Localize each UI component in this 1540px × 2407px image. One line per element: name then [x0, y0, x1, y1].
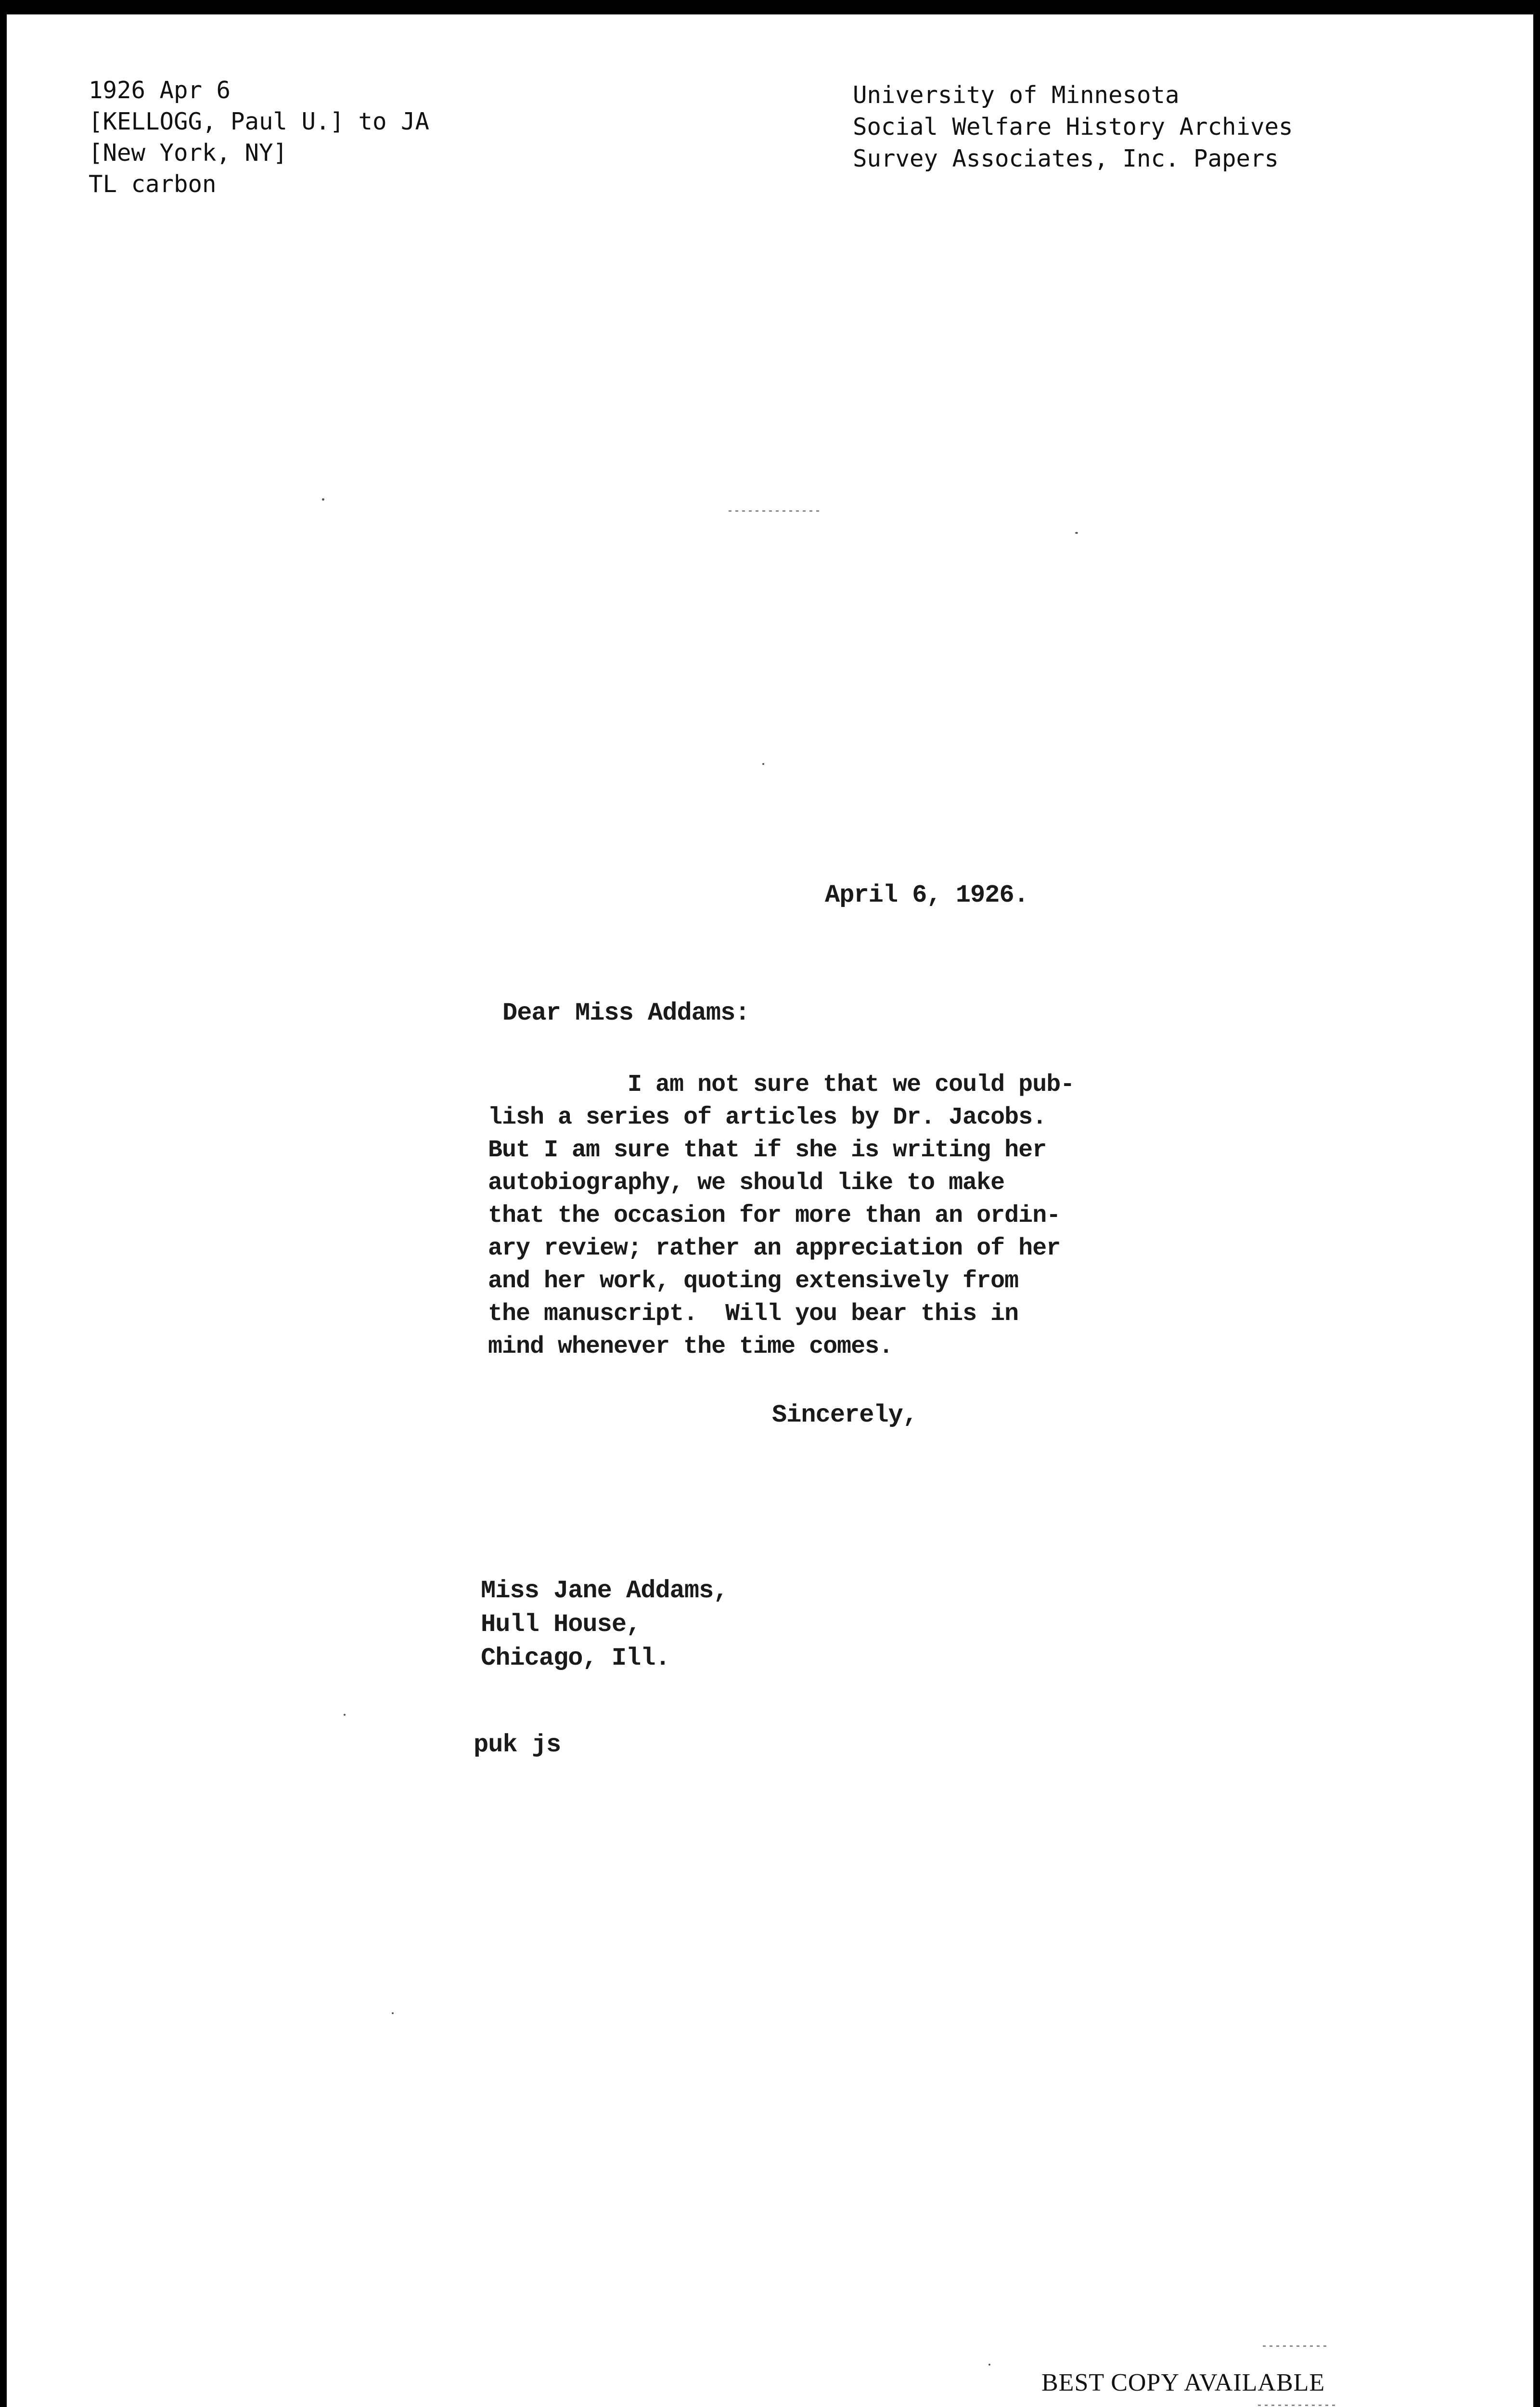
archive-papers: Survey Associates, Inc. Papers — [853, 145, 1279, 172]
scan-speck — [1075, 532, 1078, 534]
recipient-city: Chicago, Ill. — [481, 1644, 670, 1672]
body-line: and her work, quoting extensively from — [488, 1268, 1019, 1295]
catalog-correspondents: [KELLOGG, Paul U.] to JA — [89, 108, 430, 135]
catalog-header — [89, 75, 429, 200]
body-line: I am not sure that we could pub- — [488, 1071, 1075, 1099]
archive-header — [853, 79, 1293, 175]
scan-mark — [729, 510, 820, 512]
body-line: autobiography, we should like to make — [488, 1169, 1005, 1197]
body-line: But I am sure that if she is writing her — [488, 1137, 1047, 1164]
document-page — [7, 14, 1533, 2407]
body-line: mind whenever the time comes. — [488, 1333, 893, 1360]
letter-date: April 6, 1926. — [825, 881, 1028, 909]
body-line: ary review; rather an appreciation of her — [488, 1235, 1061, 1262]
stamp-underline — [1258, 2405, 1335, 2406]
letter-salutation: Dear Miss Addams: — [502, 999, 750, 1027]
body-line: the manuscript. Will you bear this in — [488, 1300, 1019, 1328]
recipient-street: Hull House, — [481, 1610, 641, 1639]
recipient-name: Miss Jane Addams, — [481, 1577, 728, 1605]
scan-speck — [988, 2364, 990, 2366]
recipient-address — [481, 1574, 728, 1675]
body-line: that the occasion for more than an ordin- — [488, 1202, 1061, 1229]
letter-closing: Sincerely, — [772, 1401, 918, 1429]
catalog-doc-type: TL carbon — [89, 170, 217, 198]
body-line: lish a series of articles by Dr. Jacobs. — [488, 1104, 1047, 1131]
scan-speck — [762, 763, 764, 765]
scan-speck — [392, 2012, 394, 2014]
catalog-date: 1926 Apr 6 — [89, 77, 231, 104]
archive-collection: Social Welfare History Archives — [853, 113, 1293, 141]
archive-institution: University of Minnesota — [853, 81, 1180, 109]
letter-body — [488, 1069, 1152, 1363]
typist-initials: puk js — [474, 1731, 561, 1759]
scan-speck — [344, 1714, 346, 1716]
best-copy-stamp: BEST COPY AVAILABLE — [1041, 2369, 1325, 2396]
scan-mark — [1263, 2345, 1330, 2347]
scan-speck — [322, 498, 324, 501]
catalog-place: [New York, NY] — [89, 139, 288, 167]
